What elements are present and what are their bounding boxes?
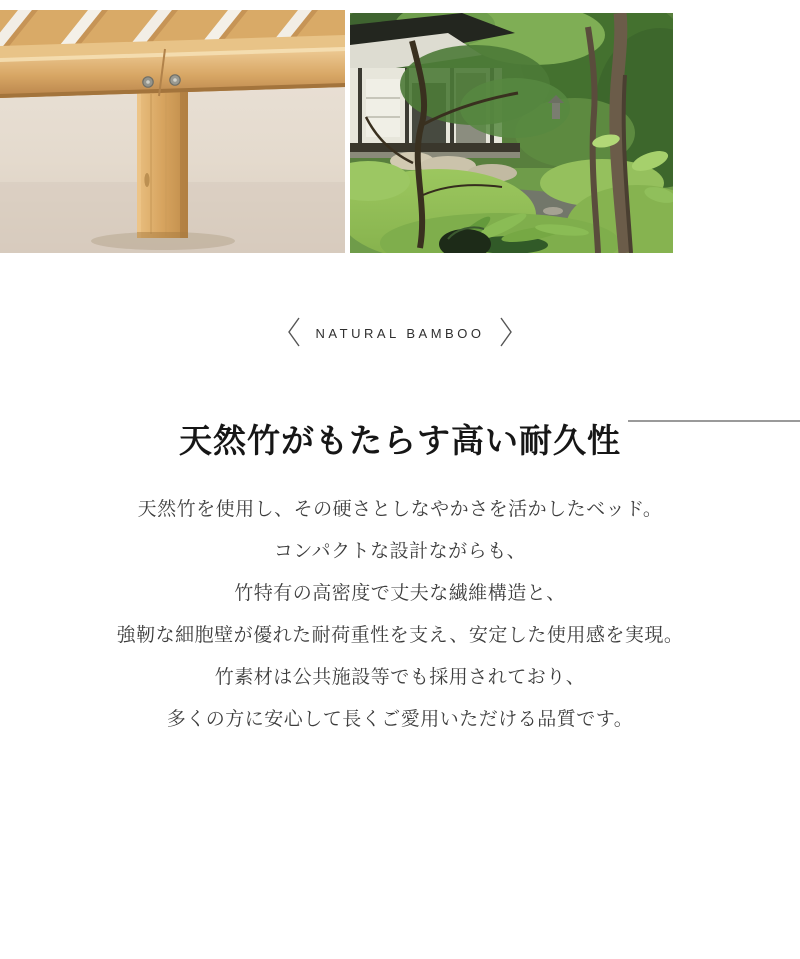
body-line: 竹特有の高密度で丈夫な繊維構造と、 bbox=[234, 583, 566, 604]
hero-photos bbox=[0, 0, 800, 260]
body-paragraph bbox=[0, 489, 800, 741]
section-heading: 天然竹がもたらす高い耐久性 bbox=[179, 422, 621, 460]
body-line: 竹素材は公共施設等でも採用されており、 bbox=[214, 667, 586, 688]
bamboo-bed-illustration bbox=[0, 10, 345, 253]
bamboo-bed-photo bbox=[0, 10, 345, 253]
body-line: 多くの方に安心して長くご愛用いただける品質です。 bbox=[166, 709, 634, 730]
garden-illustration bbox=[350, 13, 673, 253]
eyebrow bbox=[0, 312, 800, 352]
body-line: コンパクトな設計ながらも、 bbox=[273, 541, 527, 562]
eyebrow-label: NATURAL BAMBOO bbox=[315, 325, 485, 341]
angle-bracket-right-icon bbox=[499, 317, 513, 347]
garden-photo bbox=[350, 13, 673, 253]
angle-bracket-left-icon bbox=[287, 317, 301, 347]
body-line: 天然竹を使用し、その硬さとしなやかさを活かしたベッド。 bbox=[137, 499, 663, 520]
heading-rule bbox=[628, 420, 800, 422]
body-line: 強靭な細胞壁が優れた耐荷重性を支え、安定した使用感を実現。 bbox=[116, 625, 684, 646]
